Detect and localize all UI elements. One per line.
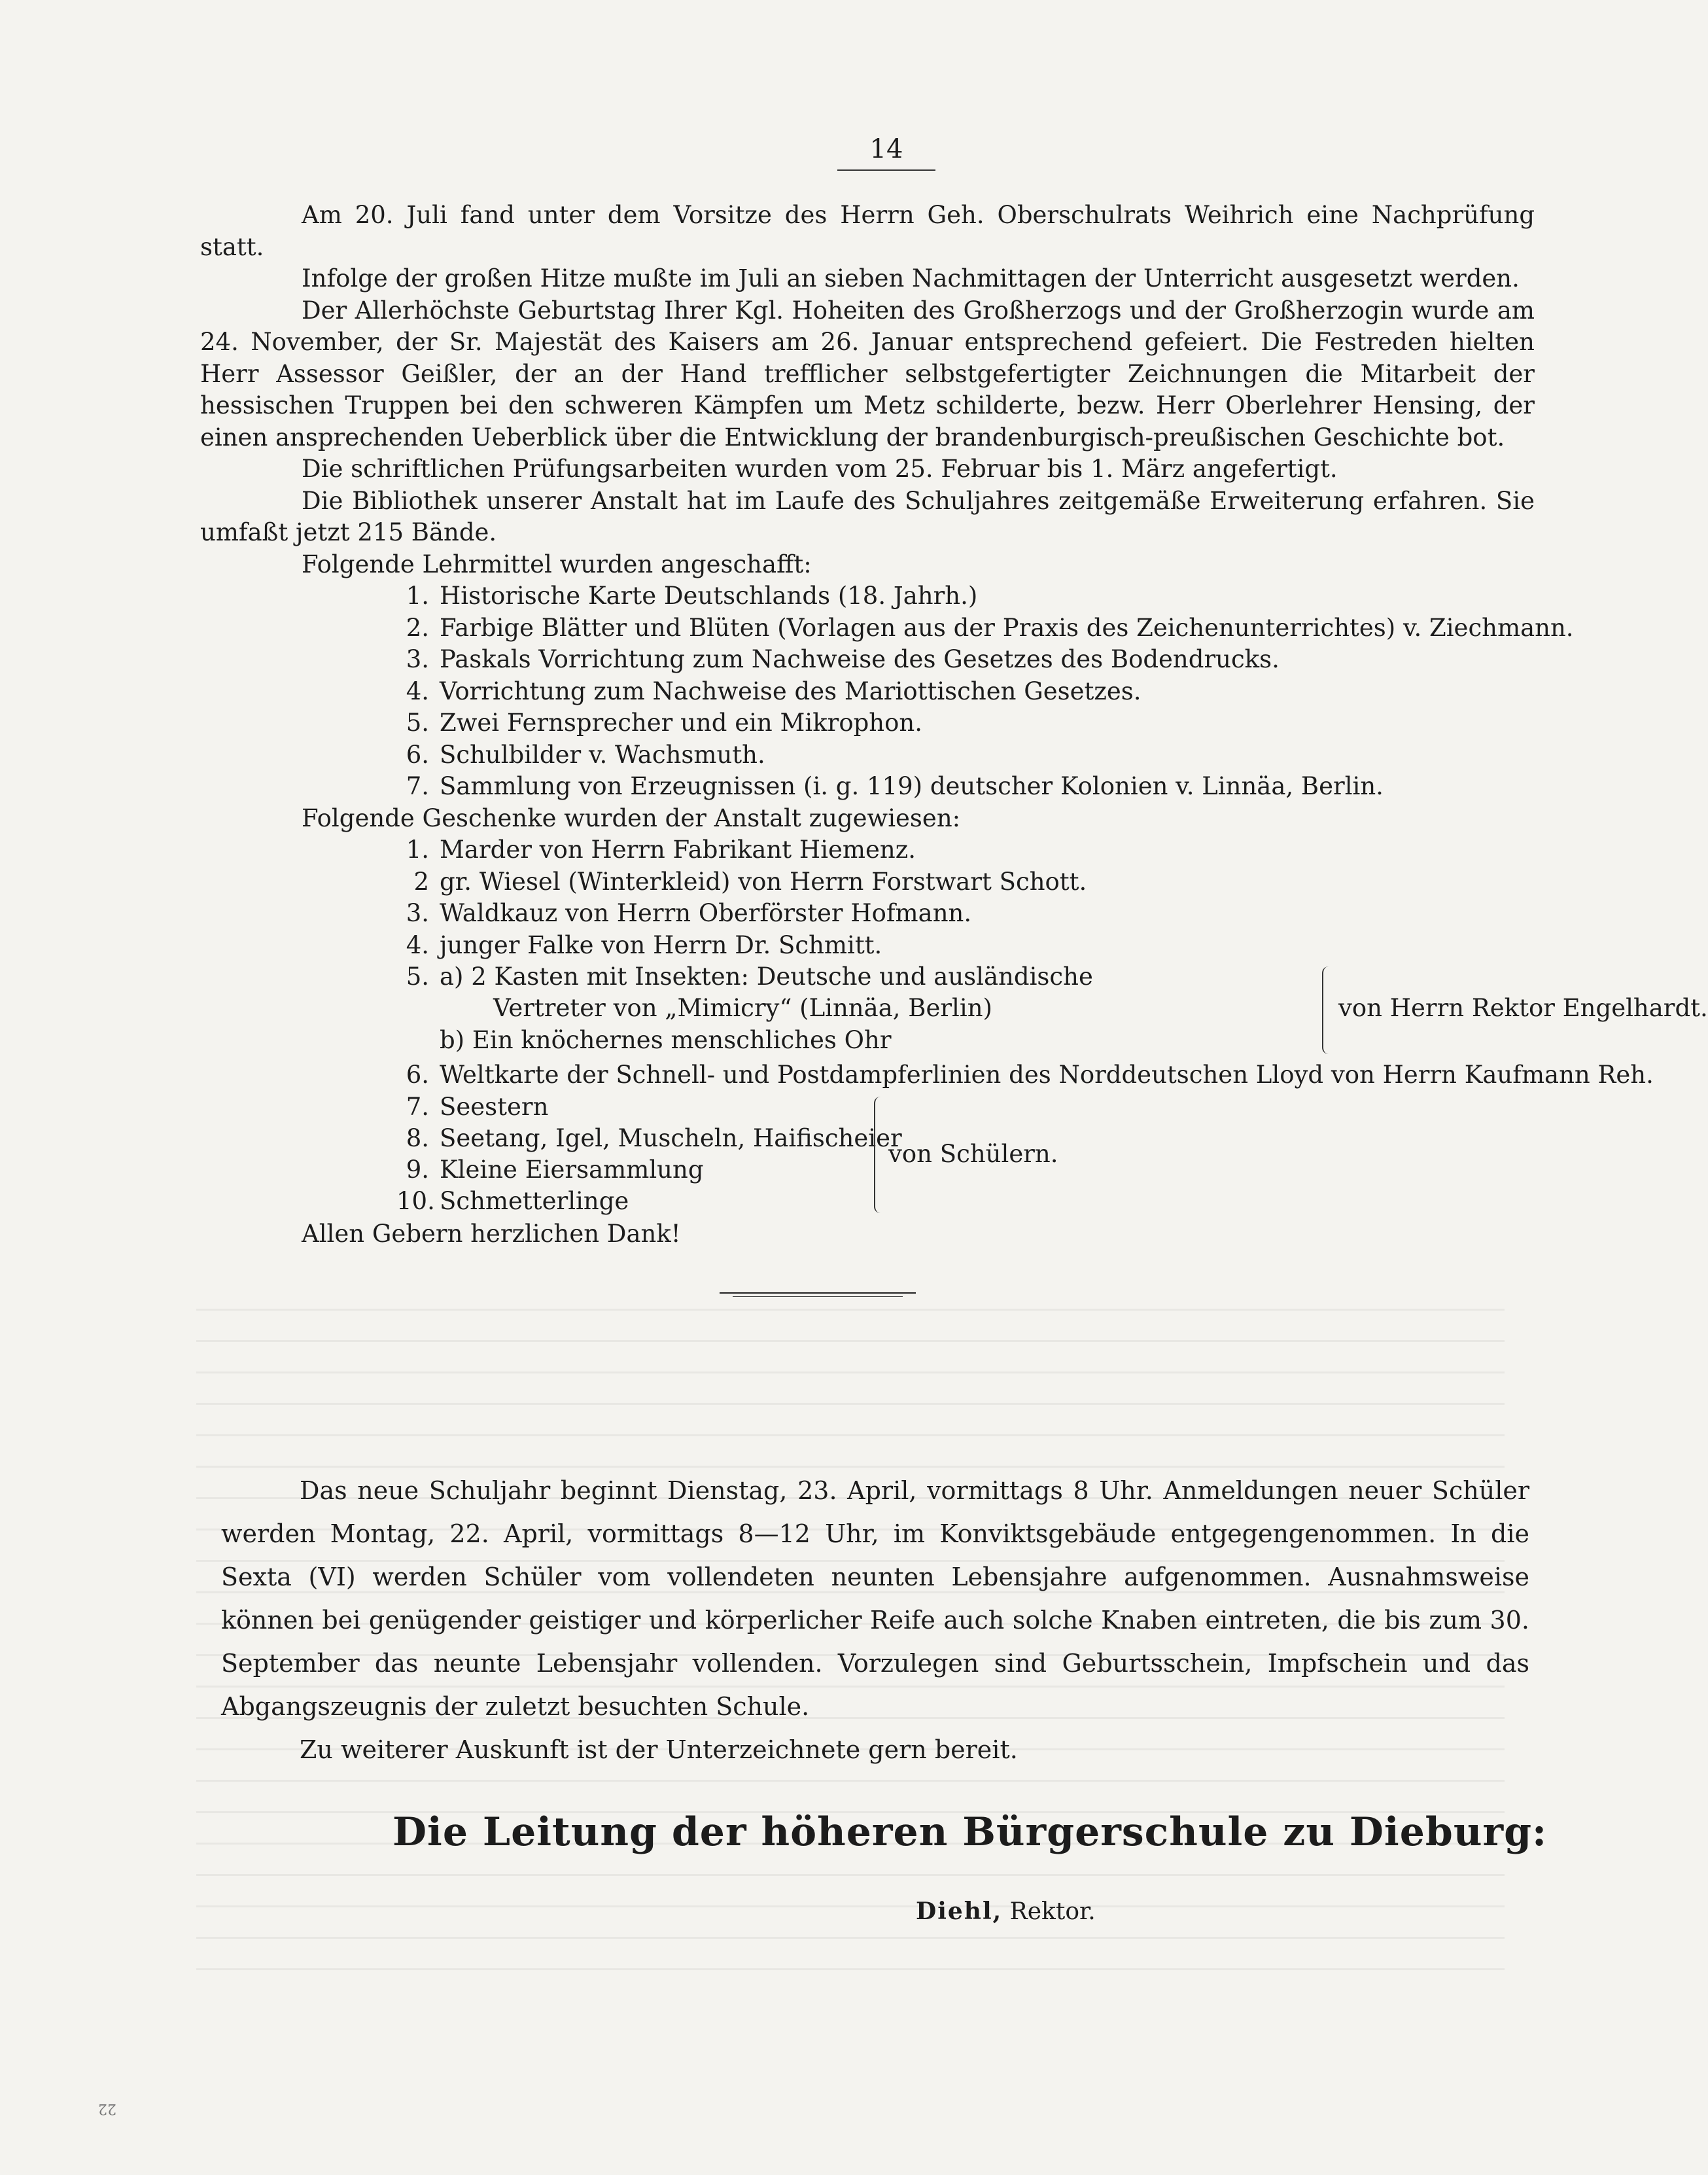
page-number: 14 bbox=[837, 134, 935, 171]
geschenk-group-insekten bbox=[396, 961, 1708, 1059]
list-item: 6. Schulbilder v. Wachsmuth. bbox=[406, 740, 765, 769]
list-item: 7. Sammlung von Erzeugnissen (i. g. 119) deutscher Kolonien v. Linnäa, Berlin. bbox=[406, 772, 1384, 800]
paragraph-nachpruefung: Am 20. Juli fand unter dem Vorsitze des Herrn Geh. Oberschulrats Weihrich eine Nachprüfung statt. bbox=[200, 201, 1535, 261]
brace bbox=[874, 1097, 884, 1213]
list-item-text: b) Ein knöchernes menschliches Ohr bbox=[440, 1026, 892, 1054]
signature-title: Rektor. bbox=[1009, 1898, 1096, 1925]
signature-heading: Die Leitung der höheren Bürgerschule zu Dieburg: bbox=[392, 1809, 1548, 1855]
list-item: 9. Kleine Eiersammlung bbox=[406, 1155, 704, 1184]
signature bbox=[916, 1898, 1096, 1925]
geschenke-list bbox=[200, 834, 1535, 961]
list-item: 5. Zwei Fernsprecher und ein Mikrophon. bbox=[406, 709, 922, 737]
brace bbox=[1322, 966, 1333, 1054]
list-item: 3. Waldkauz von Herrn Oberförster Hofmann. bbox=[406, 899, 972, 927]
list-item-text: a) 2 Kasten mit Insekten: Deutsche und ausländische bbox=[440, 963, 1093, 991]
list-item: 4. Vorrichtung zum Nachweise des Mariottischen Gesetzes. bbox=[406, 677, 1142, 705]
paragraph-dank: Allen Gebern herzlichen Dank! bbox=[302, 1219, 681, 1248]
paragraph-hitze: Infolge der großen Hitze mußte im Juli an sieben Nachmittagen der Unterricht ausgesetzt werden. bbox=[302, 264, 1520, 292]
list-item: 10. Schmetterlinge bbox=[396, 1186, 629, 1215]
section-divider bbox=[733, 1296, 903, 1297]
notice-paragraph: Zu weiterer Auskunft ist der Unterzeichnete gern bereit. bbox=[300, 1735, 1018, 1764]
school-year-notice bbox=[221, 1469, 1529, 1771]
corner-mark: 22 bbox=[98, 2100, 116, 2117]
list-number: 5. bbox=[406, 963, 429, 991]
list-item: 1. Historische Karte Deutschlands (18. Jahrh.) bbox=[406, 582, 978, 610]
donor-text: von Schülern. bbox=[888, 1139, 1058, 1168]
list-item: 6. Weltkarte der Schnell- und Postdampferlinien des Norddeutschen Lloyd von Herrn Kaufmann Reh. bbox=[406, 1061, 1654, 1089]
paragraph-bibliothek: Die Bibliothek unserer Anstalt hat im Laufe des Schuljahres zeitgemäße Erweiterung erfahren. Sie umfaßt jetzt 215 Bände. bbox=[200, 486, 1535, 546]
geschenk-group-schueler bbox=[396, 1091, 1535, 1218]
lehrmittel-list bbox=[200, 580, 1574, 803]
paragraph-geburtstag: Der Allerhöchste Geburtstag Ihrer Kgl. Hoheiten des Großherzogs und der Großherzogin wurde am 24. November, der Sr. Majestät des Kaisers am 26. Januar entsprechend gefeiert. Die Festreden hielten Herr Assessor Geißler, der an der Hand trefflicher selbstgefertigter Zeichnungen die Mitarbeit der hessischen Truppen bei den schweren Kämpfen um Metz schilderte, bezw. Herr Oberlehrer Hensing, der einen ansprechenden Ueberblick über die Entwicklung der brandenburgisch-preußischen Geschichte bot. bbox=[200, 296, 1535, 451]
list-item: 2. Farbige Blätter und Blüten (Vorlagen aus der Praxis des Zeichenunterrichtes) v. Ziechmann. bbox=[406, 613, 1574, 642]
list-item-text: Vertreter von „Mimicry“ (Linnäa, Berlin) bbox=[493, 994, 992, 1022]
list-item: 4. junger Falke von Herrn Dr. Schmitt. bbox=[406, 930, 882, 959]
list-item: 2 gr. Wiesel (Winterkleid) von Herrn Forstwart Schott. bbox=[413, 867, 1087, 896]
paragraph-pruefungsarbeiten: Die schriftlichen Prüfungsarbeiten wurden vom 25. Februar bis 1. März angefertigt. bbox=[302, 455, 1338, 483]
signature-name: Diehl, bbox=[916, 1898, 1003, 1925]
paragraph-geschenke-intro: Folgende Geschenke wurden der Anstalt zugewiesen: bbox=[302, 804, 961, 832]
paragraph-lehrmittel-intro: Folgende Lehrmittel wurden angeschafft: bbox=[302, 550, 812, 578]
list-item: 3. Paskals Vorrichtung zum Nachweise des Gesetzes des Bodendrucks. bbox=[406, 645, 1280, 673]
list-item: 1. Marder von Herrn Fabrikant Hiemenz. bbox=[406, 836, 916, 864]
geschenke-list-continued bbox=[200, 1059, 1654, 1091]
list-item: 7. Seestern bbox=[406, 1092, 549, 1121]
list-item: 8. Seetang, Igel, Muscheln, Haifischeier bbox=[406, 1123, 902, 1152]
section-divider bbox=[720, 1292, 916, 1294]
notice-paragraph: Das neue Schuljahr beginnt Dienstag, 23. April, vormittags 8 Uhr. Anmeldungen neuer Schüler werden Montag, 22. April, vormittags 8—12 Uhr, im Konviktsgebäude entgegengenommen. In die Sexta (VI) werden Schüler vom vollendeten neunten Lebensjahre aufgenommen. Ausnahmsweise können bei genügender geistiger und körperlicher Reife auch solche Knaben eintreten, die bis zum 30. September das neunte Lebensjahr vollenden. Vorzulegen sind Geburtsschein, Impfschein und das Abgangszeugnis der zuletzt besuchten Schule. bbox=[221, 1476, 1529, 1721]
report-body bbox=[200, 200, 1708, 1250]
donor-text: von Herrn Rektor Engelhardt. bbox=[1338, 994, 1708, 1022]
